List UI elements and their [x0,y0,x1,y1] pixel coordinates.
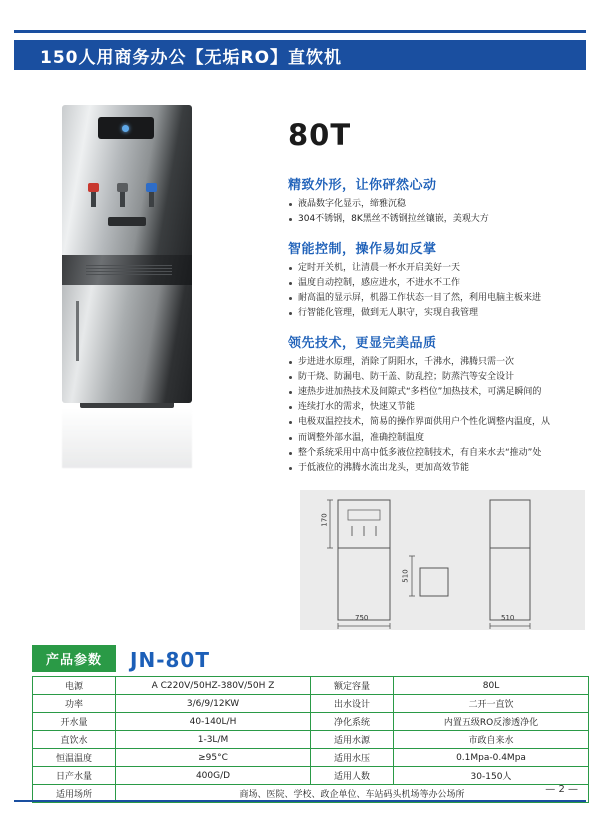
dimension-side-width: 510 [501,614,515,622]
spec-label: 功率 [33,695,116,713]
technical-drawings [300,490,585,630]
feature-section-1 [288,174,588,226]
feature-section-title: 智能控制，操作易如反掌 [288,242,437,258]
dispenser-upper-body [62,105,192,255]
list-item: 速热步进加热技术及间隙式“多档位”加热技术，可满足瞬间的 [288,386,588,399]
spec-value: A C220V/50HZ-380V/50H Z [116,677,311,695]
feature-list [288,356,588,474]
spec-label: 额定容量 [311,677,394,695]
feature-list [288,198,588,226]
table-row [33,695,589,713]
spec-value: 二开一直饮 [394,695,589,713]
dispenser-mid-band [62,255,192,285]
dispenser-lower-cabinet [62,285,192,403]
list-item: 304不锈钢，8K黑丝不锈钢拉丝镶嵌，美观大方 [288,213,588,226]
spec-value: ≥95°C [116,749,311,767]
spec-label: 适用水源 [311,731,394,749]
list-item: 步进进水原理，消除了阴阳水，千沸水，沸腾只需一次 [288,356,588,369]
list-item: 耐高温的显示屏，机器工作状态一目了然，利用电脑主板来进 [288,292,588,305]
specification-section [32,645,568,803]
warm-water-tap-icon [117,183,128,207]
list-item: 防干烧、防漏电、防干盖、防乱控；防蒸汽等安全设计 [288,371,588,384]
spec-value: 商场、医院、学校、政企单位、车站码头机场等办公场所 [116,785,589,803]
spec-label: 适用水压 [311,749,394,767]
page-number: — 2 — [545,784,578,795]
spec-badge: 产品参数 [32,645,116,672]
feature-section-title: 领先技术，更显完美品质 [288,336,437,352]
spec-value: 80L [394,677,589,695]
spec-label: 开水量 [33,713,116,731]
product-photo [40,105,255,425]
list-item: 行智能化管理，做到无人职守，实现自我管理 [288,307,588,320]
drawing-svg [300,490,585,630]
page-title: 150人用商务办公【无垢RO】直饮机 [40,47,343,68]
header-banner [14,40,586,70]
table-row [33,749,589,767]
spec-value: 0.1Mpa-0.4Mpa [394,749,589,767]
list-item: 连续打水的需求，快速又节能 [288,401,588,414]
spec-value: 30-150人 [394,767,589,785]
spec-label: 出水设计 [311,695,394,713]
spec-value: 内置五级RO反渗透净化 [394,713,589,731]
list-item: 液晶数字化显示，缔雅沉稳 [288,198,588,211]
specification-header [32,645,568,672]
spec-value: 3/6/9/12KW [116,695,311,713]
spec-value: 40-140L/H [116,713,311,731]
water-dispenser-illustration [62,105,192,405]
indicator-light-icon [122,125,129,132]
cabinet-handle [76,301,79,361]
list-item: 于低液位的沸腾水流出龙头，更加高效节能 [288,462,588,475]
table-row [33,731,589,749]
spec-label: 恒温温度 [33,749,116,767]
feature-section-title: 精致外形，让你砰然心动 [288,178,437,193]
spec-label: 适用人数 [311,767,394,785]
specification-table [32,676,589,803]
spec-label: 净化系统 [311,713,394,731]
spec-label: 适用场所 [33,785,116,803]
spec-value: 1-3L/M [116,731,311,749]
spec-value: 400G/D [116,767,311,785]
feature-list [288,262,588,320]
dimension-front-height: 170 [320,513,329,527]
feature-section-3 [288,332,588,474]
list-item: 整个系统采用中高中低多液位控制技术，有自来水去“推动”处 [288,447,588,460]
dimension-front-width: 750 [355,614,369,622]
list-item: 电极双温控技术，简易的操作界面供用户个性化调整内温度，从 [288,416,588,429]
spec-value: 市政自来水 [394,731,589,749]
spec-label: 电源 [33,677,116,695]
table-row [33,767,589,785]
photo-reflection [62,408,192,468]
table-row [33,677,589,695]
product-model-heading: 80T [288,118,352,152]
list-item: 而调整外部水温，准确控制温度 [288,432,588,445]
feature-section-2 [288,238,588,320]
product-description [288,118,588,487]
hot-water-tap-icon [88,183,99,207]
spec-label: 日产水量 [33,767,116,785]
spec-label: 直饮水 [33,731,116,749]
dimension-inner-height: 510 [401,569,410,583]
top-divider-rule [14,30,586,33]
table-row [33,713,589,731]
drip-tray [108,217,146,226]
list-item: 温度自动控制，感应进水，不进水不工作 [288,277,588,290]
cold-water-tap-icon [146,183,157,207]
list-item: 定时开关机，让清晨一杯水开启美好一天 [288,262,588,275]
bottom-divider-rule [14,800,586,802]
spec-model: JN-80T [130,648,210,672]
